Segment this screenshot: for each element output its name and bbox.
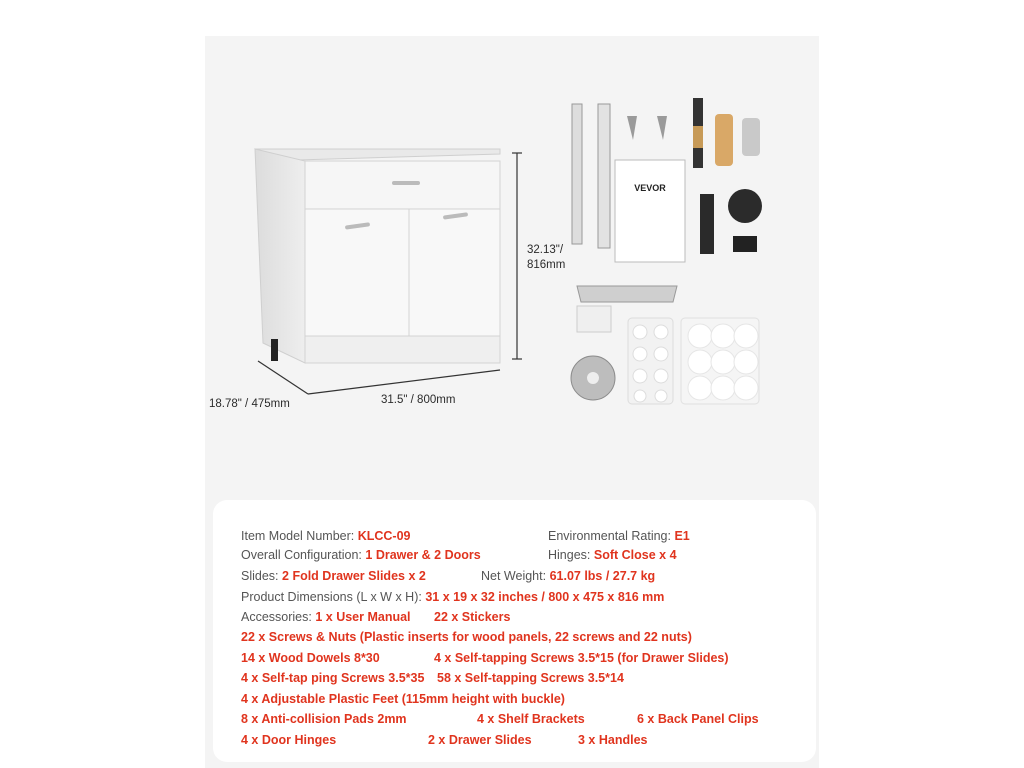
spec-slides-label: Slides: [241, 569, 279, 583]
spec-model-label: Item Model Number: [241, 529, 355, 543]
accessory-item: 4 x Self-tapping Screws 3.5*15 (for Drawer Slides) [434, 651, 729, 665]
accessory-item: 4 x Shelf Brackets [477, 712, 585, 726]
spec-weight-value: 61.07 lbs / 27.7 kg [549, 569, 656, 583]
accessory-item: 1 x User Manual [315, 610, 411, 624]
spec-dimensions [241, 590, 664, 604]
spec-weight-label: Net Weight: [481, 569, 547, 583]
accessory-item: 2 x Drawer Slides [428, 733, 532, 747]
accessory-item: 4 x Adjustable Plastic Feet (115mm height with buckle) [241, 692, 565, 706]
top-strip [205, 0, 819, 36]
accessory-item: 58 x Self-tapping Screws 3.5*14 [437, 671, 624, 685]
accessory-item: 8 x Anti-collision Pads 2mm [241, 712, 407, 726]
width-label: 31.5" / 800mm [381, 394, 456, 406]
accessory-item: 4 x Self-tap ping Screws 3.5*35 [241, 671, 425, 685]
spec-weight [481, 569, 655, 583]
depth-label: 18.78" / 475mm [209, 398, 290, 410]
spec-hinges-value: Soft Close x 4 [593, 548, 677, 562]
spec-slides [241, 569, 426, 583]
manual-brand: VEVOR [634, 183, 666, 193]
accessories-illustration [571, 98, 762, 404]
spec-config-value: 1 Drawer & 2 Doors [365, 548, 481, 562]
spec-env [548, 529, 690, 543]
spec-config-label: Overall Configuration: [241, 548, 362, 562]
spec-accessories [241, 610, 411, 624]
accessory-item: 3 x Handles [578, 733, 648, 747]
height-label: 32.13"/ [527, 244, 564, 256]
spec-dimensions-value: 31 x 19 x 32 inches / 800 x 475 x 816 mm [425, 590, 665, 604]
cabinet-illustration [255, 149, 500, 363]
spec-model-value: KLCC-09 [357, 529, 411, 543]
accessory-item: 14 x Wood Dowels 8*30 [241, 651, 380, 665]
spec-accessories-label: Accessories: [241, 610, 312, 624]
spec-hinges [548, 548, 677, 562]
accessory-item: 22 x Stickers [434, 610, 511, 624]
spec-model [241, 529, 411, 543]
spec-slides-value: 2 Fold Drawer Slides x 2 [282, 569, 426, 583]
accessory-item: 22 x Screws & Nuts (Plastic inserts for wood panels, 22 screws and 22 nuts) [241, 630, 692, 644]
spec-env-value: E1 [674, 529, 690, 543]
spec-dimensions-label: Product Dimensions (L x W x H): [241, 590, 422, 604]
spec-config [241, 548, 481, 562]
spec-env-label: Environmental Rating: [548, 529, 671, 543]
accessory-item: 4 x Door Hinges [241, 733, 337, 747]
product-figure [205, 36, 819, 496]
spec-hinges-label: Hinges: [548, 548, 591, 562]
accessory-item: 6 x Back Panel Clips [637, 712, 759, 726]
height-label-mm: 816mm [527, 259, 566, 271]
